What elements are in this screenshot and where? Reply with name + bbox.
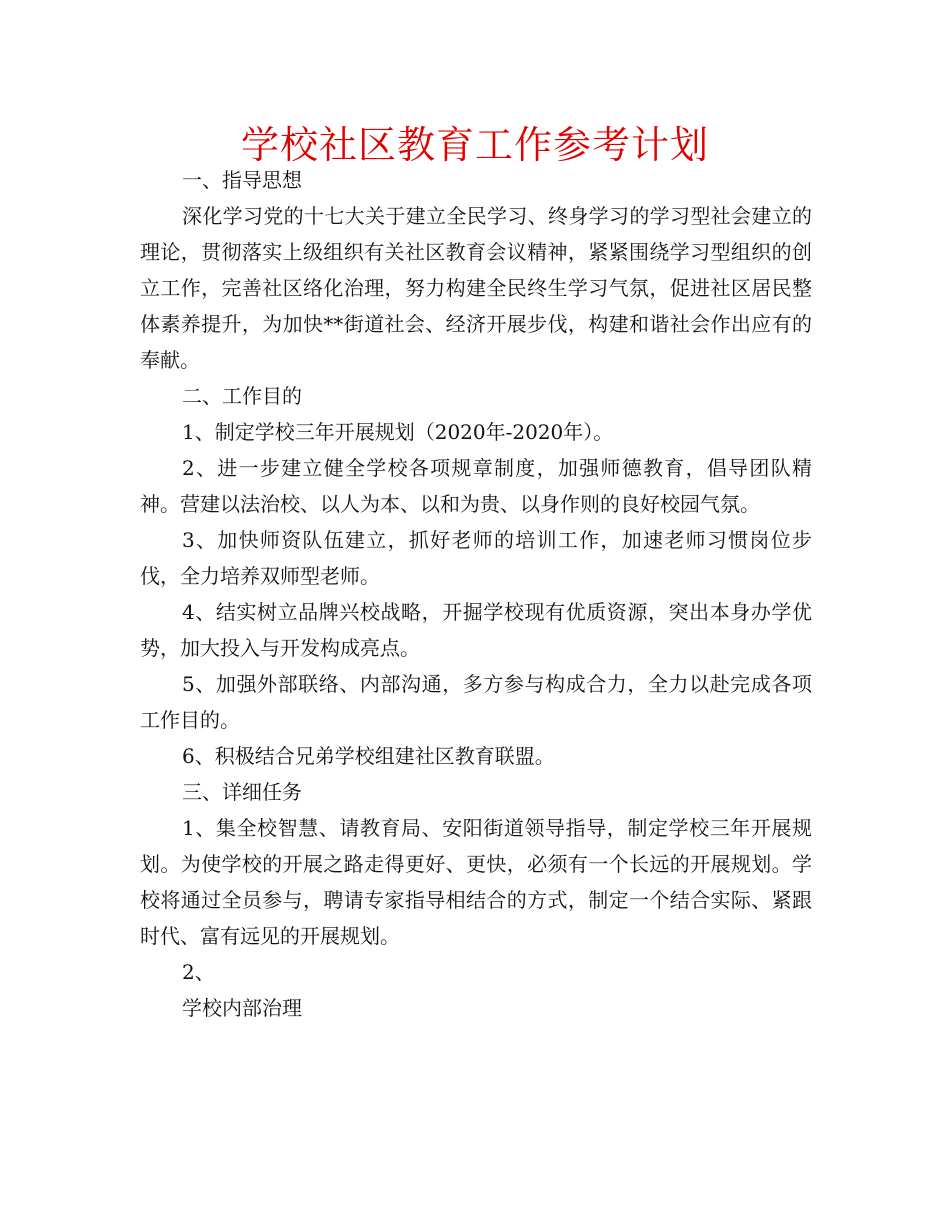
goal-item-2: 2、进一步建立健全学校各项规章制度，加强师德教育，倡导团队精神。营建以法治校、以人为本、以和为贵、以身作则的良好校园气氛。 bbox=[140, 456, 812, 516]
section-heading-work-goals: 二、工作目的 bbox=[182, 384, 302, 408]
task-item-2-heading: 学校内部治理 bbox=[182, 996, 302, 1020]
section-heading-guiding-thought: 一、指导思想 bbox=[182, 168, 302, 192]
document-title: 学校社区教育工作参考计划 bbox=[240, 123, 709, 167]
task-item-1: 1、集全校智慧、请教育局、安阳街道领导指导，制定学校三年开展规划。为使学校的开展之路走得更好、更快，必须有一个长远的开展规划。学校将通过全员参与，聘请专家指导相结合的方式，制定一个结合实际、紧跟时代、富有远见的开展规划。 bbox=[140, 816, 812, 948]
goal-item-4: 4、结实树立品牌兴校战略，开掘学校现有优质资源，突出本身办学优势，加大投入与开发构成亮点。 bbox=[140, 600, 812, 660]
goal-item-5: 5、加强外部联络、内部沟通，多方参与构成合力，全力以赴完成各项工作目的。 bbox=[140, 672, 812, 732]
paragraph-guiding-thought: 深化学习党的十七大关于建立全民学习、终身学习的学习型社会建立的理论，贯彻落实上级组织有关社区教育会议精神，紧紧围绕学习型组织的创立工作，完善社区络化治理，努力构建全民终生学习气氛，促进社区居民整体素养提升，为加快**街道社会、经济开展步伐，构建和谐社会作出应有的奉献。 bbox=[140, 204, 812, 372]
goal-item-6: 6、积极结合兄弟学校组建社区教育联盟。 bbox=[182, 744, 555, 768]
document-body bbox=[140, 162, 812, 1026]
goal-item-3: 3、加快师资队伍建立，抓好老师的培训工作，加速老师习惯岗位步伐，全力培养双师型老师。 bbox=[140, 528, 812, 588]
goal-item-1: 1、制定学校三年开展规划（2020年-2020年）。 bbox=[182, 420, 614, 444]
section-heading-detailed-tasks: 三、详细任务 bbox=[182, 780, 302, 804]
task-item-2-number: 2、 bbox=[182, 960, 215, 984]
